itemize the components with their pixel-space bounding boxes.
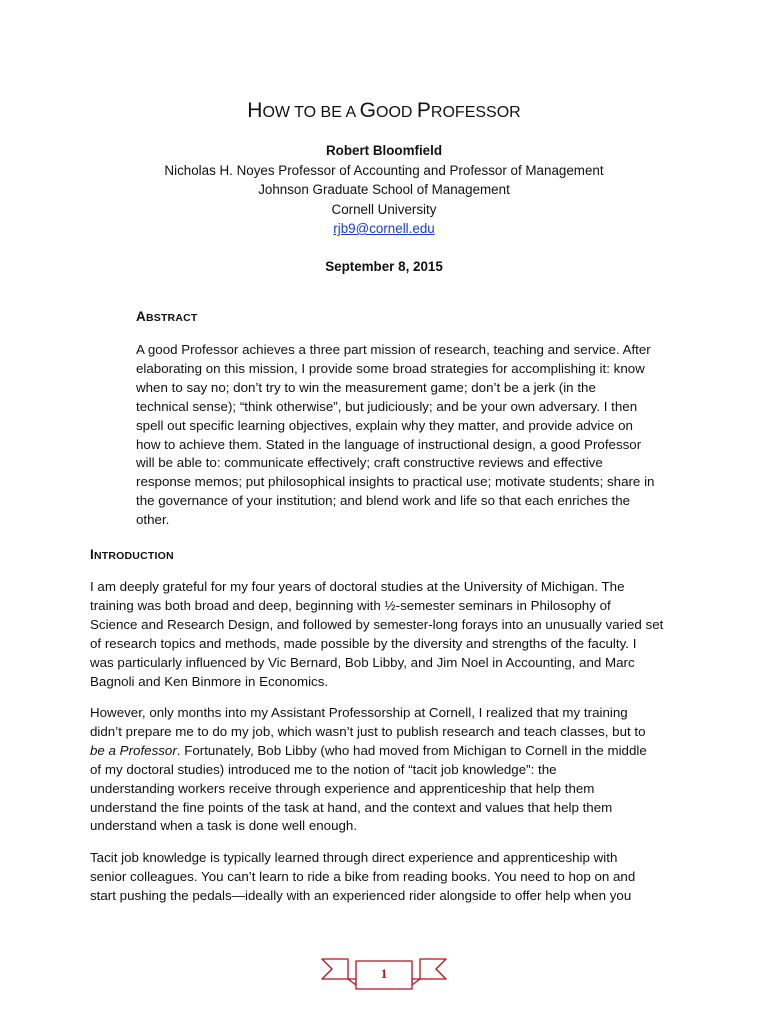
author-email-link[interactable]: rjb9@cornell.edu: [333, 221, 435, 236]
author-block: [0, 141, 768, 239]
introduction-heading: INTRODUCTION: [90, 547, 174, 562]
emphasis-text: be a Professor: [90, 742, 177, 758]
author-name: Robert Bloomfield: [325, 143, 443, 158]
introduction-paragraph-1: I am deeply grateful for my four years of doctoral studies at the University of Michigan. The training was both broad and deep, beginning with ½-semester seminars in Philosophy of Science and Research Design, and followed by semester-long forays into an unusually varied set of research topics and methods, made possible by the diversity and strengths of the faculty. I was particularly influenced by Vic Bernard, Bob Libby, and Jim Noel in Accounting, and Marc Bagnoli and Ken Binmore in Economics.: [90, 579, 664, 689]
introduction-paragraph-3: Tacit job knowledge is typically learned through direct experience and apprenticeship with senior colleagues. You can’t learn to ride a bike from reading books. You need to hop on and start pushing the pedals—ideally with an experienced rider alongside to offer help when you: [90, 850, 636, 903]
author-position: Nicholas H. Noyes Professor of Accounting and Professor of Management: [164, 162, 604, 178]
paper-title: HOW TO BE A GOOD PROFESSOR: [247, 99, 521, 122]
paper-date: September 8, 2015: [325, 259, 443, 274]
page-footer: [320, 955, 448, 997]
author-university: Cornell University: [331, 201, 437, 217]
author-school: Johnson Graduate School of Management: [258, 182, 510, 197]
page-number: 1: [380, 966, 388, 981]
abstract-body: A good Professor achieves a three part mission of research, teaching and service. After elaborating on this mission, I provide some broad strategies for accomplishing it: know when to say no; don’t try to win the measurement game; don’t be a jerk (in the technical sense); “think otherwise”, but judiciously; and be your own adversary. I then spell out specific learning objectives, explain why they matter, and provide advice on how to achieve them. Stated in the language of instructional design, a good Professor will be able to: communicate effectively; craft constructive reviews and effective response memos; put philosophical insights to practical use; motivate students; share in the governance of your institution; and blend work and life so that each enriches the other.: [136, 342, 655, 528]
abstract-heading: ABSTRACT: [136, 309, 198, 324]
introduction-paragraph-2: However, only months into my Assistant Professorship at Cornell, I realized that my training didn’t prepare me to do my job, which wasn’t just to publish research and teach classes, but to be a Professor. Fortunately, Bob Libby (who had moved from Michigan to Cornell in the middle of my doctoral studies) introduced me to the notion of “tacit job knowledge”: the understanding workers receive through experience and apprenticeship that help them understand the fine points of the task at hand, and the context and values that help them understand when a task is done well enough.: [90, 705, 647, 834]
